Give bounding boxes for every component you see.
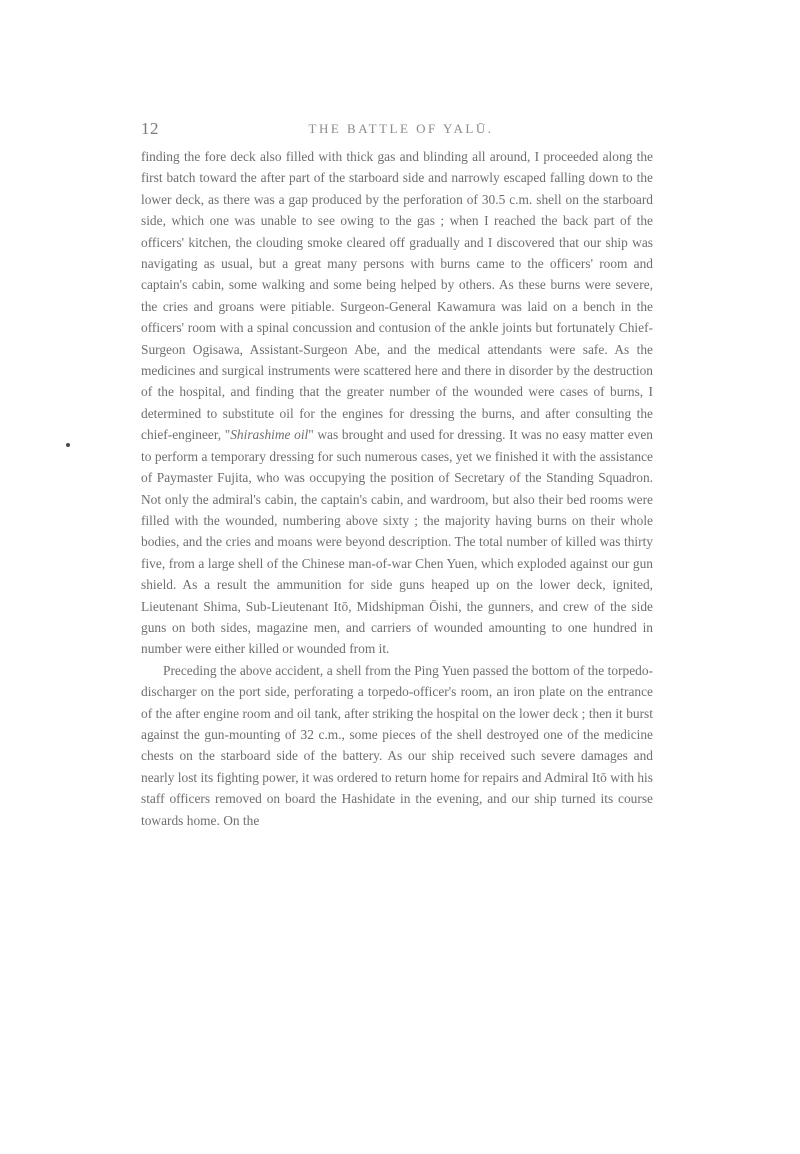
body-text	[141, 146, 653, 831]
paragraph-1-text: finding the fore deck also filled with thick gas and blinding all around, I proceeded along the first batch toward the after part of the starboard side and narrowly escaped falling down to the lower deck, as there was a gap produced by the perforation of 30.5 c.m. shell on the starboard side, which one was unable to see owing to the gas ; when I reached the back part of the officers' kitchen, the clouding smoke cleared off gradually and I discovered that our ship was navigating as usual, but a great many persons with burns came to the officers' room and captain's cabin, some walking and some being helped by others. As these burns were severe, the cries and groans were pitiable. Surgeon-General Kawamura was laid on a bench in the officers' room with a spinal concussion and contusion of the ankle joints but fortunately Chief-Surgeon Ogisawa, Assistant-Surgeon Abe, and the medical attendants were safe. As the medicines and surgical instruments were scattered here and there in disorder by the destruction of the hospital, and finding that the greater number of the wounded were cases of burns, I determined to substitute oil for the engines for dressing the burns, and after consulting the chief-engineer, "	[141, 149, 653, 443]
page-header	[141, 119, 661, 141]
paragraph-1	[141, 146, 653, 660]
italic-oil-name: Shirashime oil	[230, 427, 309, 443]
margin-dot-mark	[66, 443, 70, 447]
running-head: THE BATTLE OF YALŪ.	[308, 121, 494, 136]
paragraph-1-continued: " was brought and used for dressing. It was no easy matter even to perform a temporary dressing for such numerous cases, yet we finished it with the assistance of Paymaster Fujita, who was occupying the position of Secretary of the Standing Squadron. Not only the admiral's cabin, the captain's cabin, and wardroom, but also their bed rooms were filled with the wounded, numbering above sixty ; the majority having burns on their whole bodies, and the cries and moans were beyond description. The total number of killed was thirty five, from a large shell of the Chinese man-of-war Chen Yuen, which exploded against our gun shield. As a result the ammunition for side guns heaped up on the lower deck, ignited, Lieutenant Shima, Sub-Lieutenant Itō, Midshipman Ōishi, the gunners, and crew of the side guns on both sides, magazine men, and carriers of wounded amounting to one hundred in number were either killed or wounded from it.	[141, 427, 653, 657]
page-number: 12	[141, 119, 159, 138]
paragraph-2: Preceding the above accident, a shell from the Ping Yuen passed the bottom of the torpedo-discharger on the port side, perforating a torpedo-officer's room, an iron plate on the entrance of the after engine room and oil tank, after striking the hospital on the lower deck ; then it burst against the gun-mounting of 32 c.m., some pieces of the shell destroyed one of the medicine chests on the starboard side of the battery. As our ship received such severe damages and nearly lost its fighting power, it was ordered to return home for repairs and Admiral Itō with his staff officers removed on board the Hashidate in the evening, and our ship turned its course towards home. On the	[141, 662, 653, 828]
